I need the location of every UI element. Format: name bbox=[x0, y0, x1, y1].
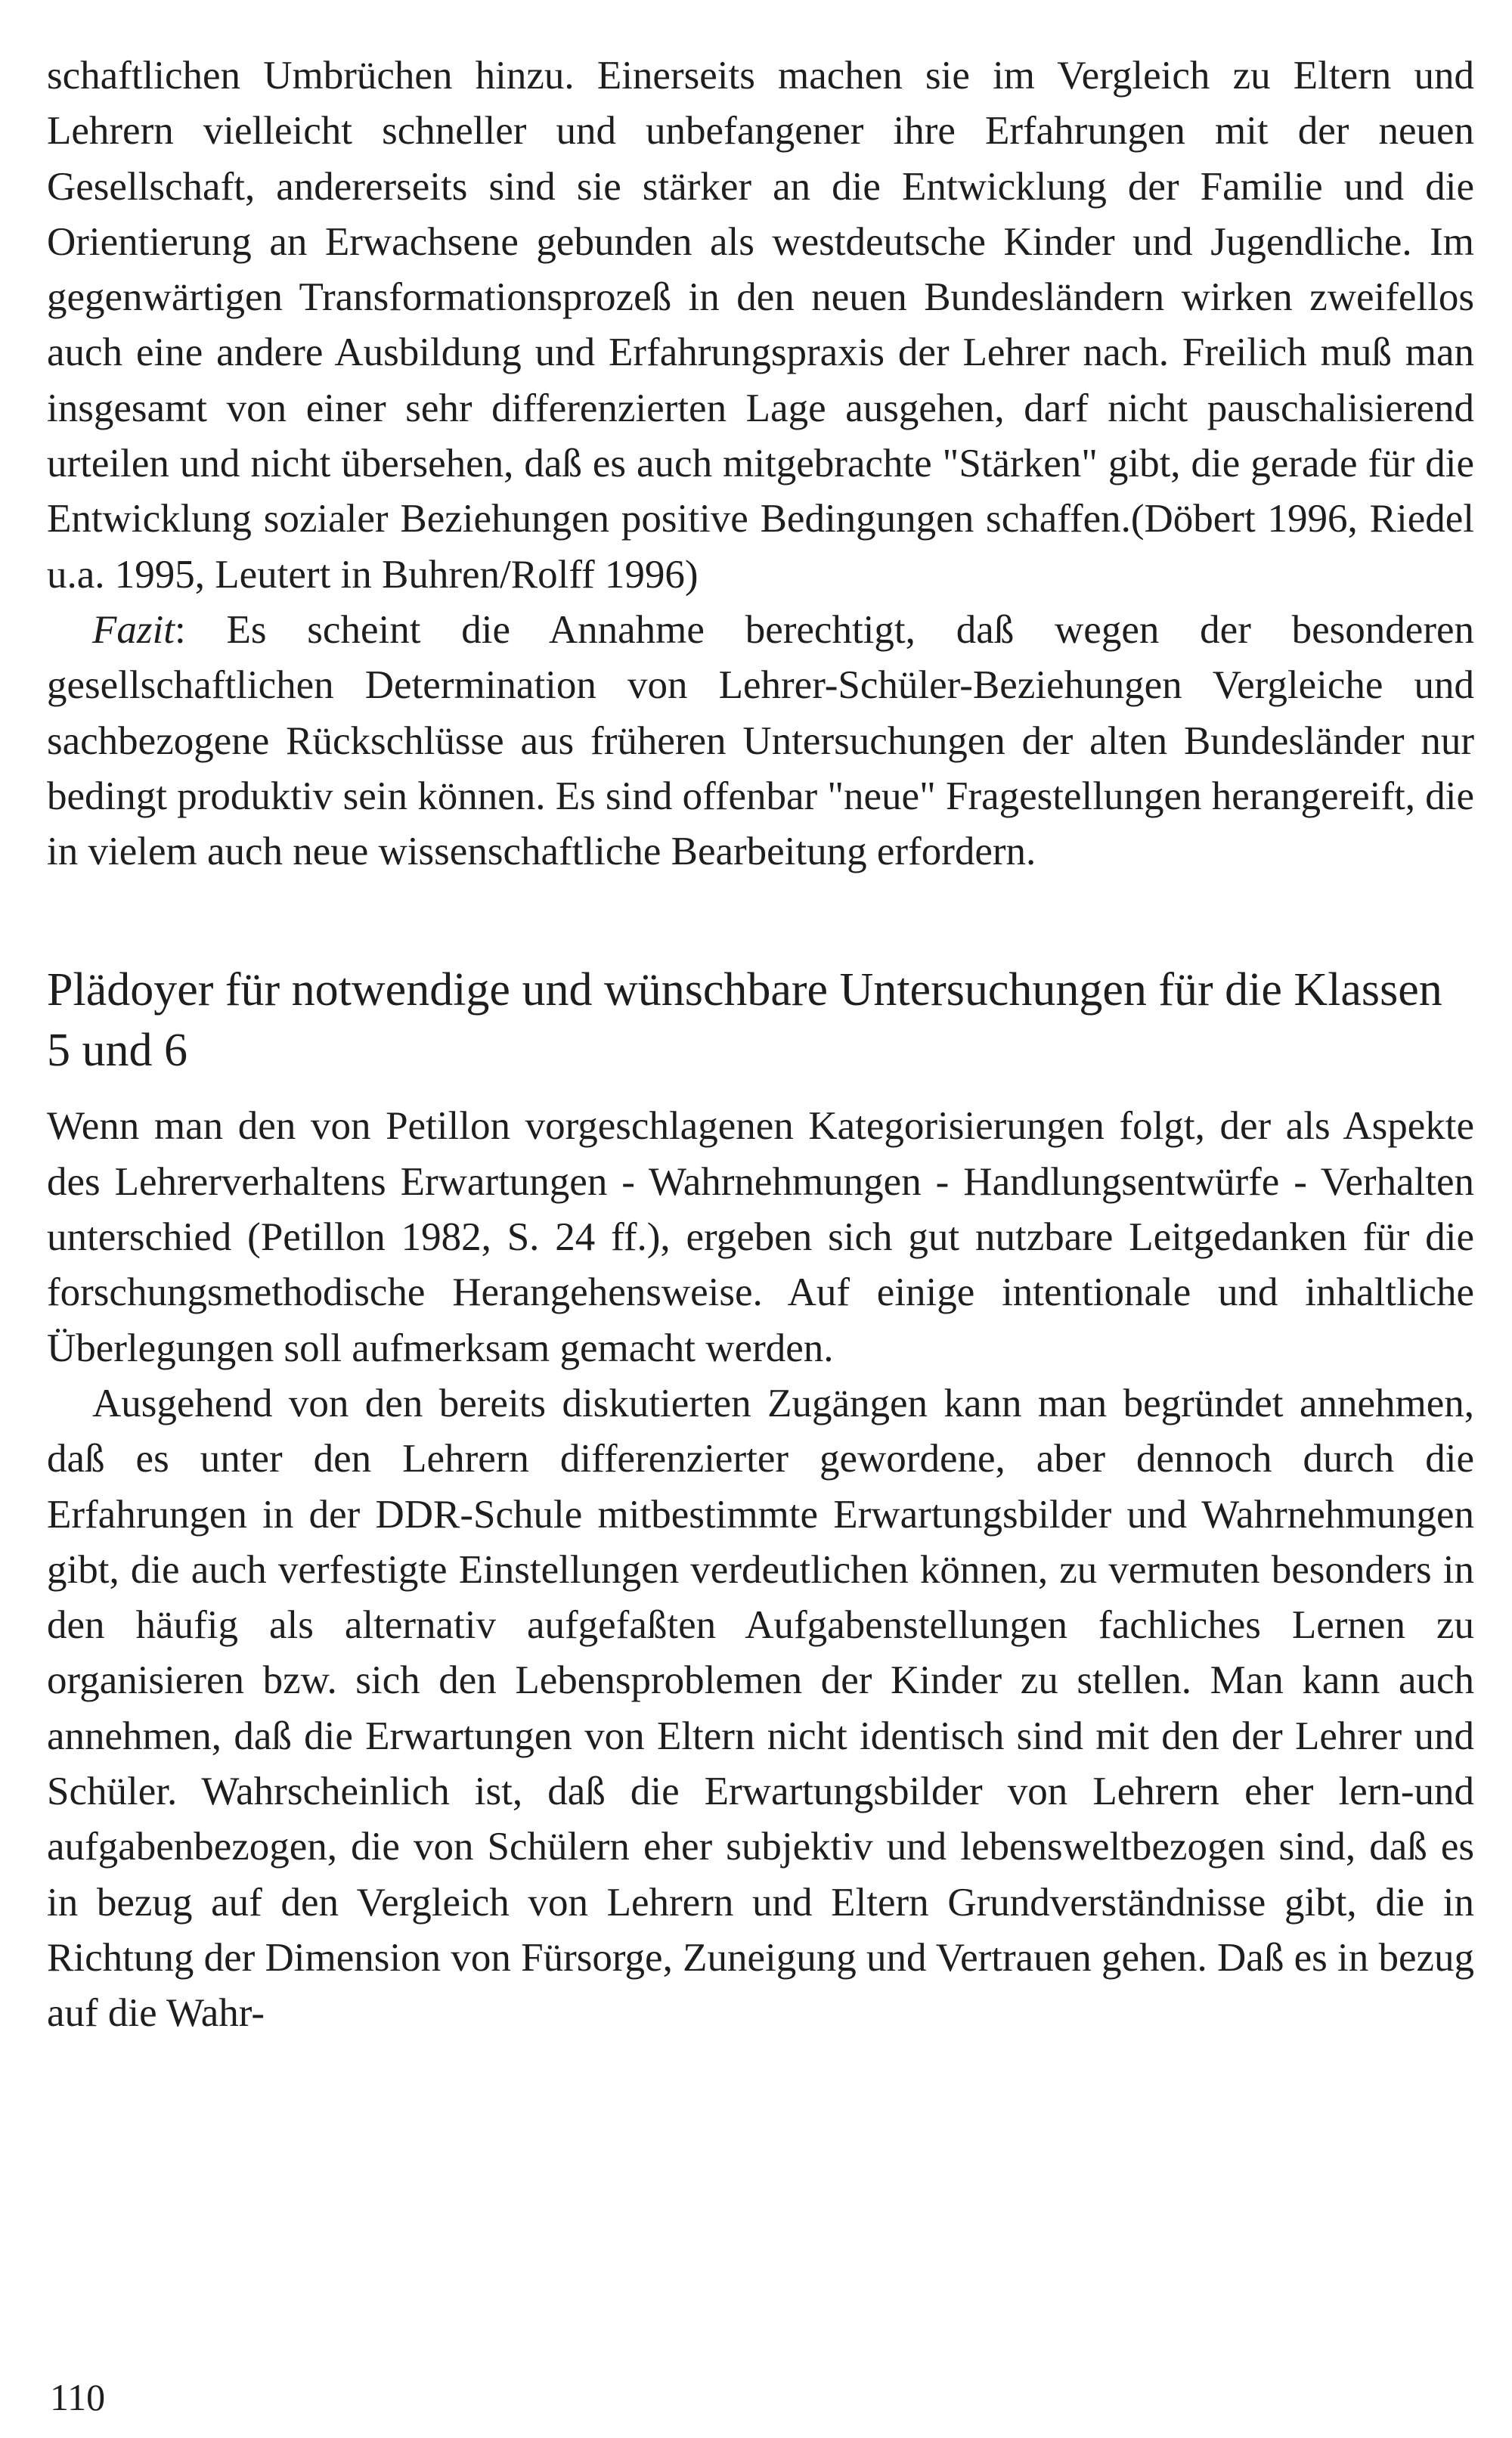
page-number: 110 bbox=[50, 2376, 106, 2418]
section-heading: Plädoyer für notwendige und wünschbare Untersuchungen für die Klassen 5 und 6 bbox=[47, 964, 1442, 1077]
conclusion-label: Fazit bbox=[92, 607, 175, 652]
body-paragraph-4: Ausgehend von den bereits diskutierten Zugängen kann man begründet annehmen, daß es unter den Lehrern differenzierter gewordene, aber dennoch durch die Erfahrungen in der DDR-Schule mitbestimmte Erwartungsbilder und Wahrnehmungen gibt, die auch verfestigte Einstellungen verdeutlichen können, zu vermuten besonders in den häufig als alternativ aufgefaßten Aufgabenstellungen fachliches Lernen zu organisieren bzw. sich den Lebensproblemen der Kinder zu stellen. Man kann auch annehmen, daß die Erwartungen von Eltern nicht identisch sind mit den der Lehrer und Schüler. Wahrscheinlich ist, daß die Erwartungsbilder von Lehrern eher lern-und aufgabenbezogen, die von Schülern eher subjektiv und lebensweltbezogen sind, daß es in bezug auf den Vergleich von Lehrern und Eltern Grundverständnisse gibt, die in Richtung der Dimension von Fürsorge, Zuneigung und Vertrauen gehen. Daß es in bezug auf die Wahr- bbox=[47, 1381, 1474, 2036]
conclusion-text: : Es scheint die Annahme berechtigt, daß wegen der besonderen gesellschaftlichen Determination von Lehrer-Schüler-Beziehungen Vergleiche und sachbezogene Rückschlüsse aus früheren Untersuchungen der alten Bundesländer nur bedingt produktiv sein können. Es sind offenbar "neue" Fragestellungen herangereift, die in vielem auch neue wissenschaftliche Bearbeitung erfordern. bbox=[47, 607, 1474, 874]
body-paragraph-1: schaftlichen Umbrüchen hinzu. Einerseits machen sie im Vergleich zu Eltern und Lehrern vielleicht schneller und unbefangener ihre Erfahrungen mit der neuen Gesellschaft, andererseits sind sie stärker an die Entwicklung der Familie und die Orientierung an Erwachsene gebunden als westdeutsche Kinder und Jugendliche. Im gegenwärtigen Transformationsprozeß in den neuen Bundesländern wirken zweifellos auch eine andere Ausbildung und Erfahrungspraxis der Lehrer nach. Freilich muß man insgesamt von einer sehr differenzierten Lage ausgehen, darf nicht pauschalisierend urteilen und nicht übersehen, daß es auch mitgebrachte "Stärken" gibt, die gerade für die Entwicklung sozialer Beziehungen positive Bedingungen schaffen.(Döbert 1996, Riedel u.a. 1995, Leutert in Buhren/Rolff 1996) bbox=[47, 54, 1474, 597]
document-page bbox=[47, 48, 1474, 2042]
body-paragraph-3: Wenn man den von Petillon vorgeschlagenen Kategorisierungen folgt, der als Aspekte des Lehrerverhaltens Erwartungen - Wahrnehmungen - Handlungsentwürfe - Verhalten unterschied (Petillon 1982, S. 24 ff.), ergeben sich gut nutzbare Leitgedanken für die forschungsmethodische Herangehensweise. Auf einige intentionale und inhaltliche Überlegungen soll aufmerksam gemacht werden. bbox=[47, 1104, 1474, 1370]
conclusion-paragraph bbox=[47, 603, 1474, 879]
